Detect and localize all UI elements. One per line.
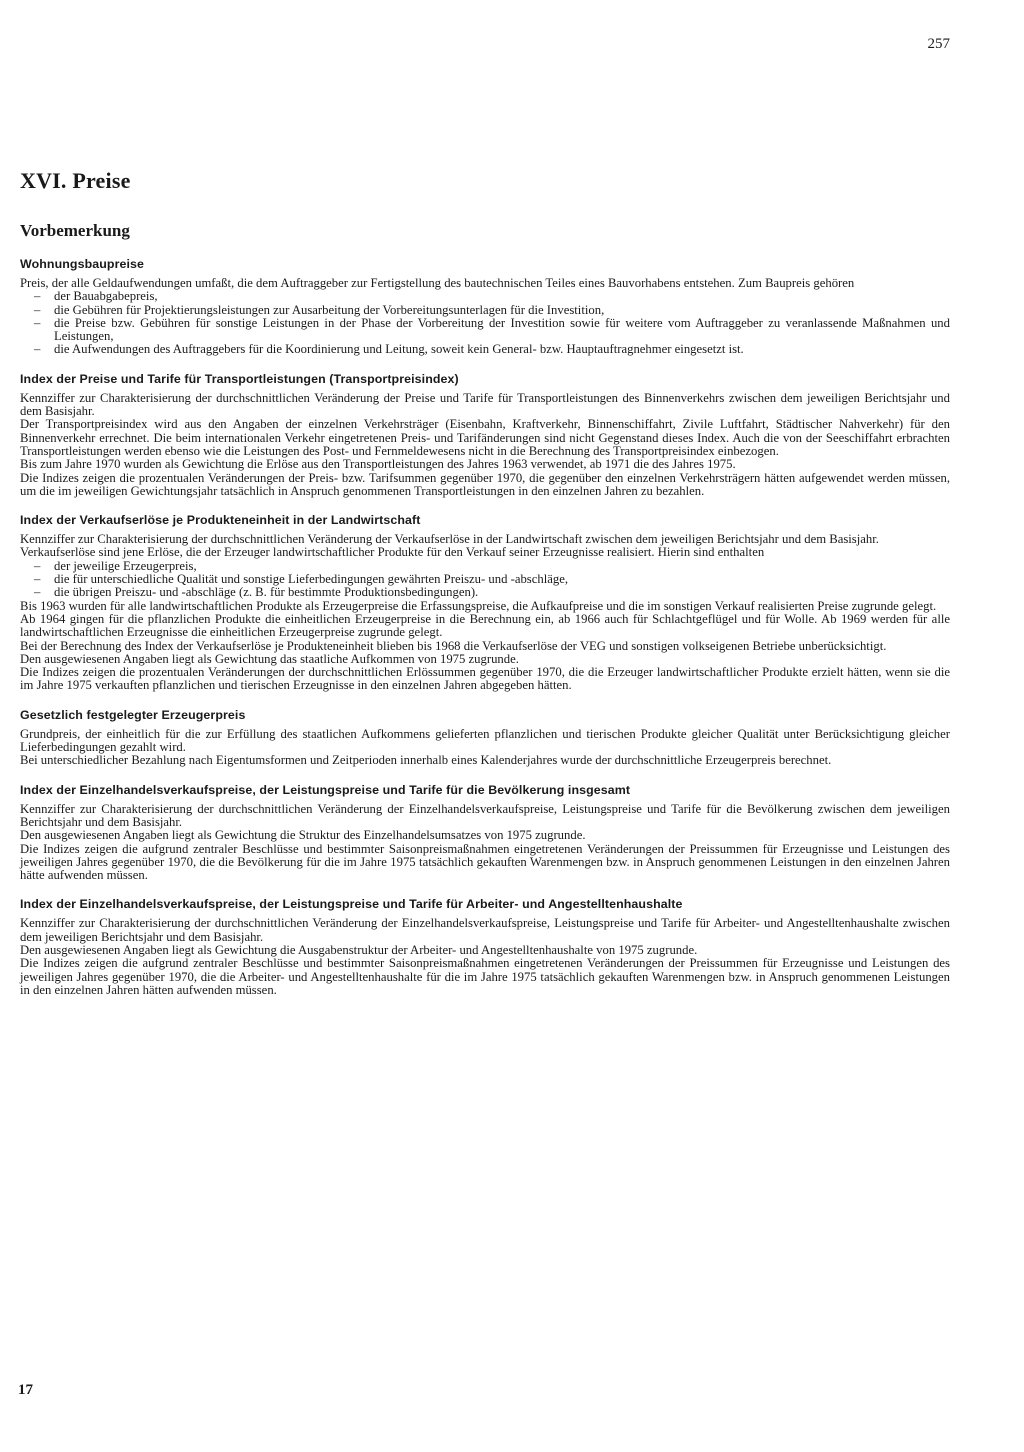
paragraph: Preis, der alle Geldaufwendungen umfaßt, die dem Auftraggeber zur Fertigstellung des bautechnischen Teiles eines Bauvorhabens entstehen. Zum Baupreis gehören xyxy=(20,276,855,290)
list-item: – die übrigen Preiszu- und -abschläge (z. B. für bestimmte Produktionsbedingungen). xyxy=(54,586,950,599)
dash-list xyxy=(20,560,950,600)
paragraph: Den ausgewiesenen Angaben liegt als Gewichtung das staatliche Aufkommen von 1975 zugrunde. xyxy=(20,651,519,666)
preliminary-title: Vorbemerkung xyxy=(20,221,130,240)
list-item: – die Gebühren für Projektierungsleistungen zur Ausarbeitung der Vorbereitungsunterlagen für die Investition, xyxy=(54,304,950,317)
paragraph: Die Indizes zeigen die prozentualen Veränderungen der durchschnittlichen Erlössummen gegenüber 1970, die die Erzeuger landwirtschaftlicher Produkte erzielt hätten, wenn sie die im Jahre 1975 verkauften pflanzlichen und tierischen Erzeugnisse in den einzelnen Jahren abgegeben hätten. xyxy=(20,665,950,693)
section-heading: Index der Verkaufserlöse je Produkteneinheit in der Landwirtschaft xyxy=(20,513,421,528)
section xyxy=(20,708,950,768)
chapter-title: XVI. Preise xyxy=(20,168,131,193)
section xyxy=(20,897,950,997)
paragraph: Grundpreis, der einheitlich für die zur Erfüllung des staatlichen Aufkommens gelieferten pflanzlichen und tierischen Produkte gleicher Qualität unter Berücksichtigung gleicher Lieferbedingungen gezahlt wird. xyxy=(20,726,950,755)
paragraph: Ab 1964 gingen für die pflanzlichen Produkte die einheitlichen Erzeugerpreise in die Berechnung ein, ab 1966 auch für Schlachtgeflügel und für Wolle. Ab 1969 werden für alle landwirtschaftlichen Erzeugnisse die einheitlichen Erzeugerpreise zugrunde gelegt. xyxy=(20,611,950,640)
paragraph: Kennziffer zur Charakterisierung der durchschnittlichen Veränderung der Verkaufserlöse in der Landwirtschaft zwischen dem jeweiligen Berichtsjahr und dem Basisjahr. xyxy=(20,532,879,547)
sections-container xyxy=(20,257,950,997)
paragraph: Bei unterschiedlicher Bezahlung nach Eigentumsformen und Zeitperioden innerhalb eines Kalenderjahres wurde der durchschnittliche Erzeugerpreis berechnet. xyxy=(20,753,832,768)
paragraph: Kennziffer zur Charakterisierung der durchschnittlichen Veränderung der Einzelhandelsverkaufspreise, Leistungspreise und Tarife für die Bevölkerung zwischen dem jeweiligen Berichtsjahr und dem Basisjahr. xyxy=(20,801,950,829)
list-item: – die Preise bzw. Gebühren für sonstige Leistungen in der Phase der Vorbereitung der Investition sowie für weitere vom Auftraggeber zu veranlassende Maßnahmen und Leistungen, xyxy=(54,317,950,344)
paragraph: Kennziffer zur Charakterisierung der durchschnittlichen Veränderung der Einzelhandelsverkaufspreise, Leistungspreise und Tarife für Arbeiter- und Angestelltenhaushalte zwischen dem jeweiligen Berichtsjahr und dem Basisjahr. xyxy=(20,916,950,944)
section-heading: Index der Einzelhandelsverkaufspreise, der Leistungspreise und Tarife für die Bevölkerung insgesamt xyxy=(20,782,631,797)
paragraph: Bis zum Jahre 1970 wurden als Gewichtung die Erlöse aus den Transportleistungen des Jahres 1963 verwendet, ab 1971 die des Jahres 1975. xyxy=(20,457,736,472)
list-item: – die Aufwendungen des Auftraggebers für die Koordinierung und Leitung, soweit kein General- bzw. Hauptauftragnehmer eingesetzt ist. xyxy=(54,343,950,356)
paragraph: Die Indizes zeigen die aufgrund zentraler Beschlüsse und bestimmter Saisonpreismaßnahmen eingetretenen Veränderungen der Preissummen für Erzeugnisse und Leistungen des jeweiligen Jahres gegenüber 1970, die die Bevölkerung für die im Jahre 1975 tatsächlich gekauften Warenmengen bzw. in Anspruch genommenen Leistungen in den einzelnen Jahren hätte aufwenden müssen. xyxy=(20,841,950,883)
paragraph: Bei der Berechnung des Index der Verkaufserlöse je Produkteneinheit blieben bis 1968 die Verkaufserlöse der VEG und sonstigen volkseigenen Betriebe unberücksichtigt. xyxy=(20,638,887,653)
paragraph: Den ausgewiesenen Angaben liegt als Gewichtung die Ausgabenstruktur der Arbeiter- und Angestelltenhaushalte von 1975 zugrunde. xyxy=(20,942,698,957)
section xyxy=(20,513,950,693)
page-content xyxy=(20,168,950,1012)
paragraph: Den ausgewiesenen Angaben liegt als Gewichtung die Struktur des Einzelhandelsumsatzes von 1975 zugrunde. xyxy=(20,828,586,843)
list-item: – der jeweilige Erzeugerpreis, xyxy=(54,560,950,573)
paragraph: Die Indizes zeigen die prozentualen Veränderungen der Preis- bzw. Tarifsummen gegenüber 1970, die gegenüber den einzelnen Verkehrsträgern hätten aufgewendet werden müssen, um die im jeweiligen Gewichtungsjahr tatsächlich in Anspruch genommenen Transportleistungen in den einzelnen Jahren zu bezahlen. xyxy=(20,470,950,498)
dash-list xyxy=(20,290,950,356)
paragraph: Verkaufserlöse sind jene Erlöse, die der Erzeuger landwirtschaftlicher Produkte für den Verkauf seiner Erzeugnisse realisiert. Hierin sind enthalten xyxy=(20,545,765,560)
paragraph: Bis 1963 wurden für alle landwirtschaftlichen Produkte als Erzeugerpreise die Erfassungspreise, die Aufkaufpreise und die im sonstigen Verkauf realisierten Preise zugrunde gelegt. xyxy=(20,598,937,613)
section-heading: Gesetzlich festgelegter Erzeugerpreis xyxy=(20,707,246,722)
footer-signature-mark: 17 xyxy=(18,1382,33,1398)
section xyxy=(20,257,950,357)
section xyxy=(20,372,950,498)
paragraph: Kennziffer zur Charakterisierung der durchschnittlichen Veränderung der Preise und Tarife für Transportleistungen des Binnenverkehrs zwischen dem jeweiligen Berichtsjahr und dem Basisjahr. xyxy=(20,390,950,419)
list-item: – der Bauabgabepreis, xyxy=(54,290,950,303)
section xyxy=(20,783,950,883)
section-heading: Index der Einzelhandelsverkaufspreise, der Leistungspreise und Tarife für Arbeiter- und Angestelltenhaushalte xyxy=(20,897,683,912)
section-heading: Wohnungsbaupreise xyxy=(20,257,145,271)
paragraph: Die Indizes zeigen die aufgrund zentraler Beschlüsse und bestimmter Saisonpreismaßnahmen eingetretenen Veränderungen der Preissummen für Erzeugnisse und Leistungen des jeweiligen Jahres gegenüber 1970, die die Arbeiter- und Angestelltenhaushalte für die im Jahre 1975 tatsächlich gekauften Warenmengen bzw. in Anspruch genommenen Leistungen in den einzelnen Jahren hätten aufwenden müssen. xyxy=(20,956,950,997)
list-item: – die für unterschiedliche Qualität und sonstige Lieferbedingungen gewährten Preiszu- und -abschläge, xyxy=(54,573,950,586)
section-heading: Index der Preise und Tarife für Transportleistungen (Transportpreisindex) xyxy=(20,371,459,386)
paragraph: Der Transportpreisindex wird aus den Angaben der einzelnen Verkehrsträger (Eisenbahn, Kraftverkehr, Binnenschiffahrt, Zivile Luftfahrt, Städtischer Nahverkehr) für den Binnenverkehr errechnet. Die beim internationalen Verkehr eingetretenen Preis- und Tarifänderungen sind nicht Gegenstand dieses Index. Auch die von der Seeschiffahrt erbrachten Transportleistungen werden ebenso wie die Leistungen des Post- und Fernmeldewesens nicht in die Berechnung des Transportpreisindex einbezogen. xyxy=(20,417,950,458)
page-number: 257 xyxy=(927,36,950,52)
